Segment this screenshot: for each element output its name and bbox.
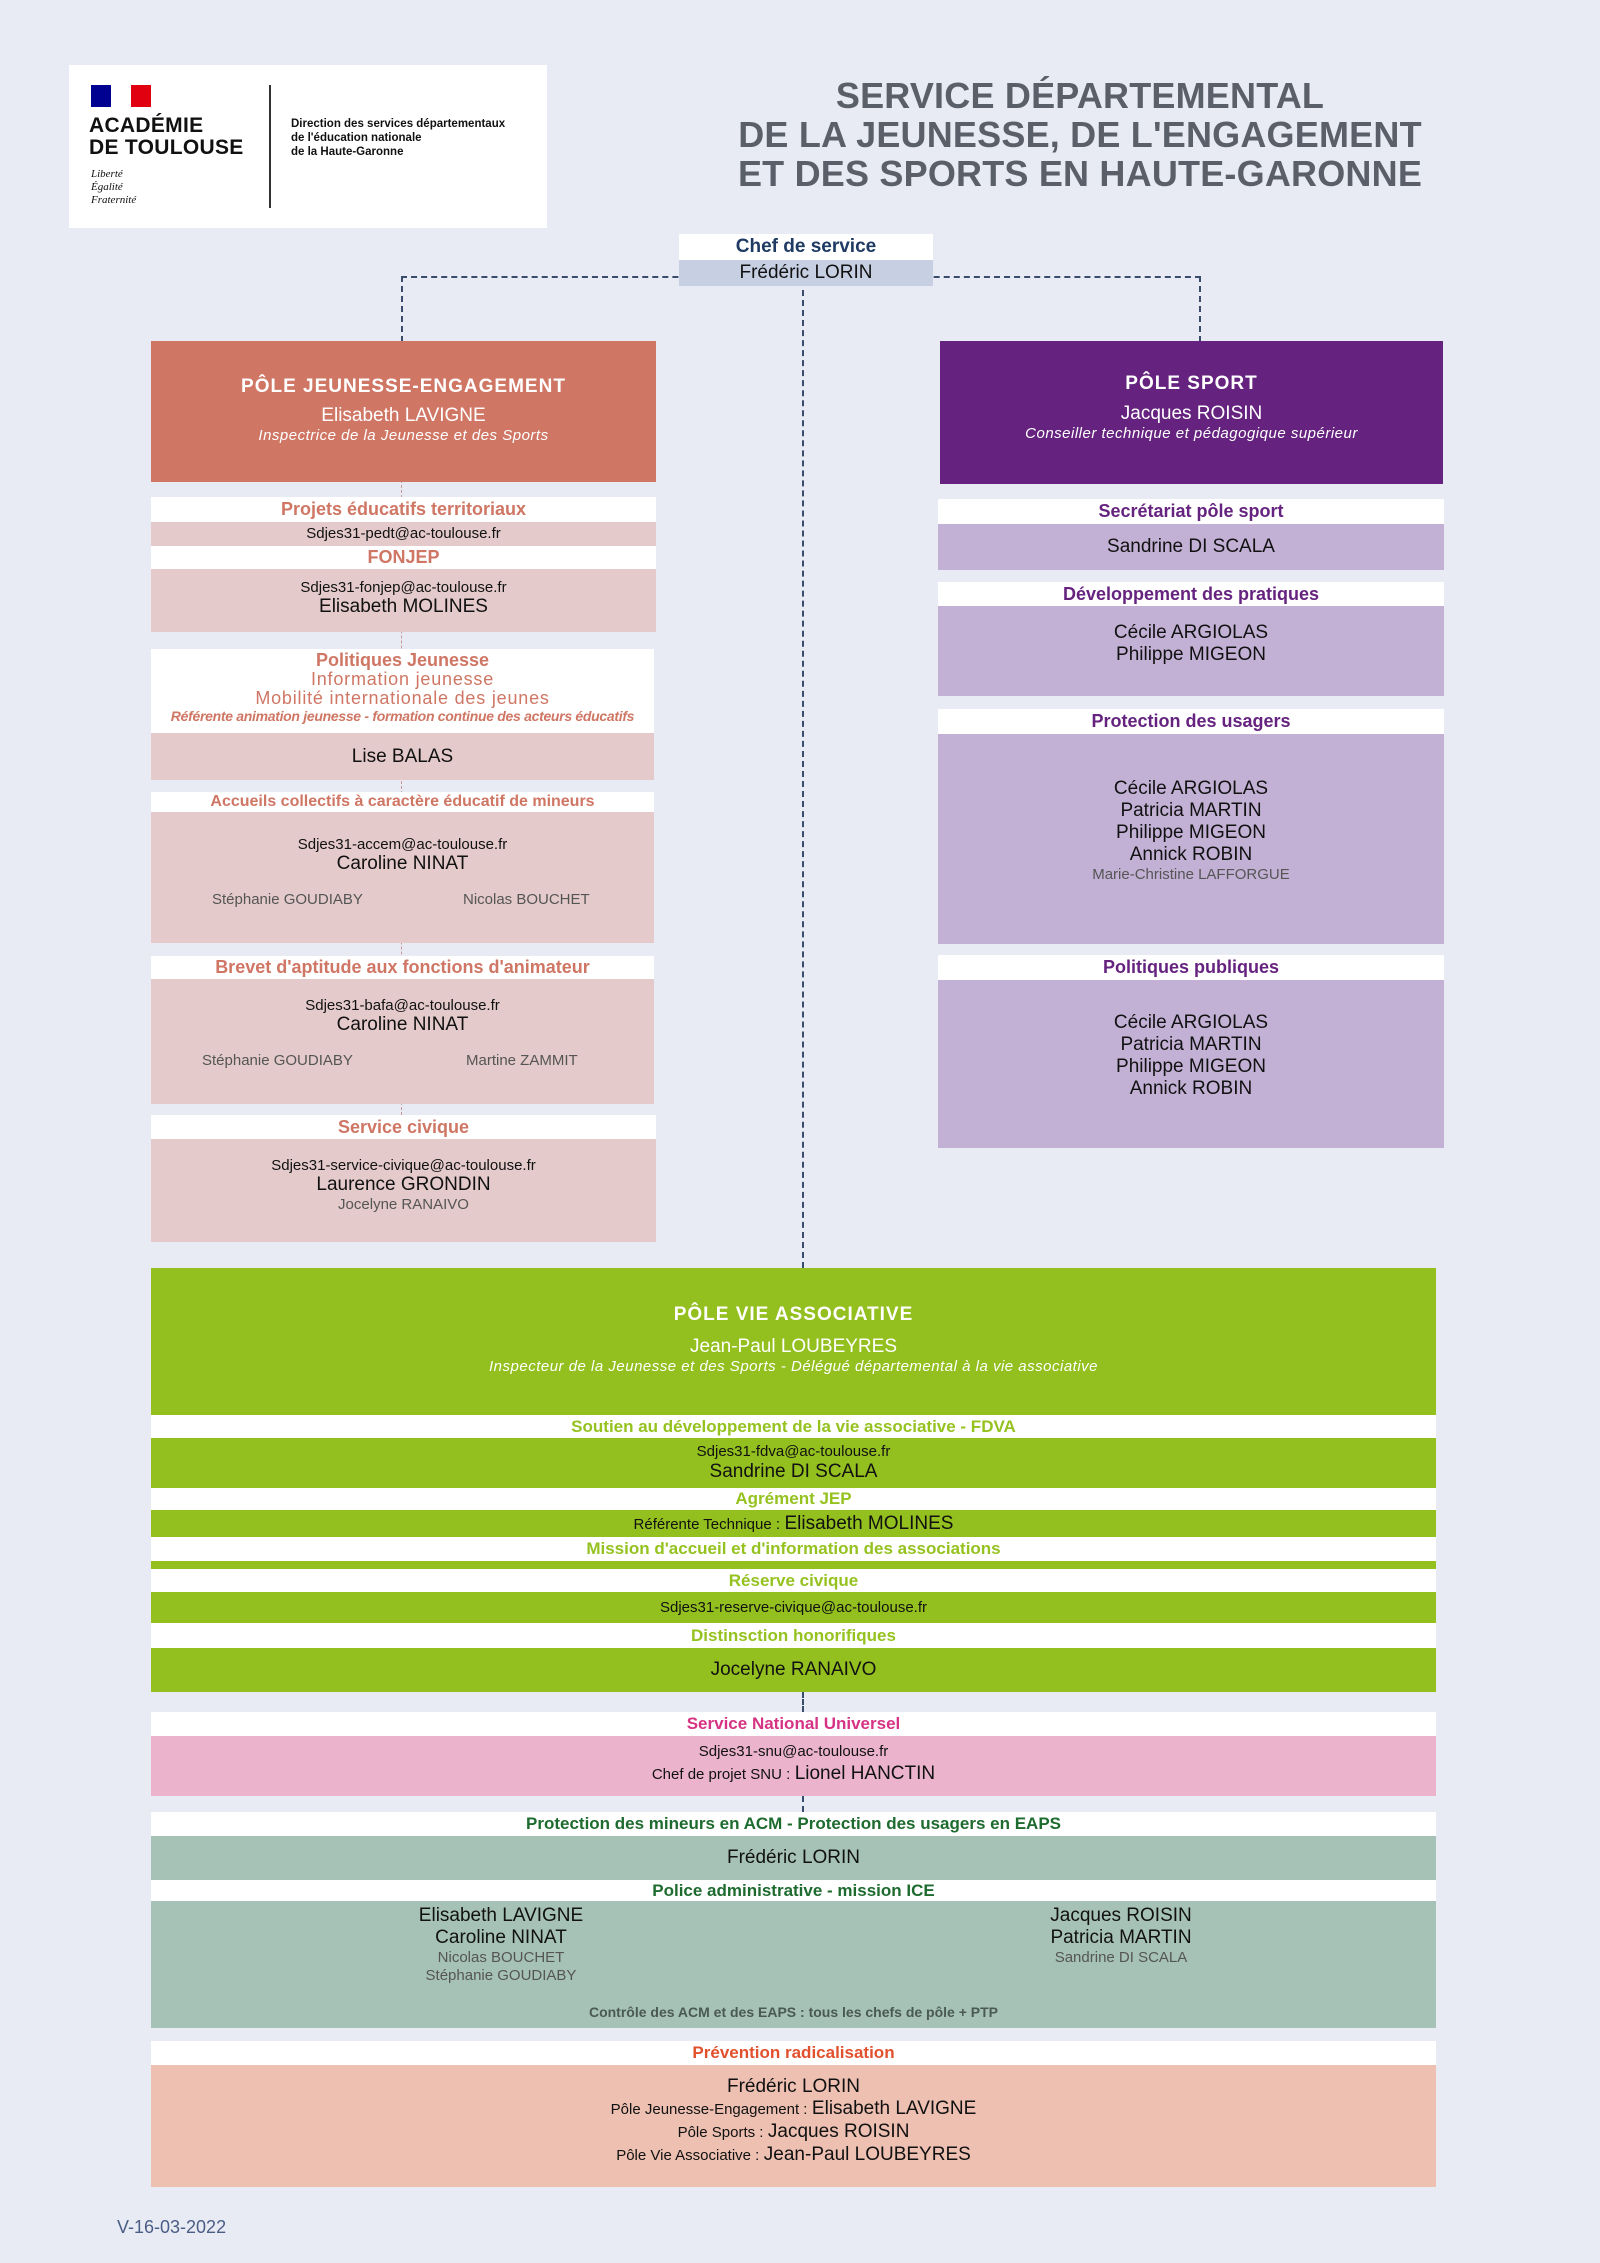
radicalisation-name-1: Elisabeth LAVIGNE xyxy=(811,2098,977,2119)
snu-prefix: Chef de projet SNU : xyxy=(651,1766,791,1783)
section-service-civique-body xyxy=(151,1139,656,1242)
section-jep-body xyxy=(151,1510,1436,1537)
police-right-name-1: Jacques ROISIN xyxy=(1050,1905,1192,1926)
section-mission-label: Mission d'accueil et d'information des associations xyxy=(151,1537,1436,1561)
police-right-sub: Sandrine DI SCALA xyxy=(1054,1949,1188,1966)
radicalisation-name: Frédéric LORIN xyxy=(726,2076,861,2097)
bafa-subs xyxy=(151,1052,654,1072)
section-service-civique-label: Service civique xyxy=(151,1115,656,1139)
bafa-sub2: Martine ZAMMIT xyxy=(466,1052,578,1069)
politiques-publiques-name-4: Annick ROBIN xyxy=(1129,1078,1253,1099)
section-pedt-label: Projets éducatifs territoriaux xyxy=(151,497,656,522)
section-developpement-label: Développement des pratiques xyxy=(938,582,1444,606)
pole-jeunesse-head: Elisabeth LAVIGNE xyxy=(321,405,486,426)
section-secretariat-label: Secrétariat pôle sport xyxy=(938,499,1444,524)
politiques-jeunesse-line3: Référente animation jeunesse - formation continue des acteurs éducatifs xyxy=(170,708,635,724)
protection-name-1: Cécile ARGIOLAS xyxy=(1113,778,1269,799)
police-left-sub-1: Nicolas BOUCHET xyxy=(437,1949,565,1966)
pedt-email[interactable]: Sdjes31-pedt@ac-toulouse.fr xyxy=(306,525,501,542)
section-protection-mineurs-body xyxy=(151,1836,1436,1880)
section-politiques-jeunesse-body xyxy=(151,733,654,780)
section-police-label: Police administrative - mission ICE xyxy=(151,1880,1436,1901)
connector-left-vertical xyxy=(401,276,403,342)
jep-name: Elisabeth MOLINES xyxy=(784,1513,954,1534)
academie-line1: ACADÉMIE xyxy=(89,114,204,137)
devise xyxy=(91,168,136,207)
logo-block xyxy=(69,65,547,228)
radicalisation-name-3: Jean-Paul LOUBEYRES xyxy=(763,2144,971,2165)
connector-center-vertical xyxy=(802,290,804,1268)
section-fdva-body xyxy=(151,1438,1436,1488)
direction-line3: de la Haute-Garonne xyxy=(291,146,404,158)
chef-de-service-box xyxy=(679,234,933,292)
section-pedt-body xyxy=(151,522,656,546)
academie-line2: DE TOULOUSE xyxy=(89,136,244,159)
fonjep-email[interactable]: Sdjes31-fonjep@ac-toulouse.fr xyxy=(300,579,507,596)
page-title xyxy=(700,76,1460,193)
fdva-name: Sandrine DI SCALA xyxy=(709,1461,878,1482)
protection-sub: Marie-Christine LAFFORGUE xyxy=(1092,866,1290,883)
marianne-flag-icon xyxy=(91,85,151,107)
section-politiques-jeunesse-label xyxy=(151,649,654,733)
section-jep-label: Agrément JEP xyxy=(151,1488,1436,1510)
accem-email[interactable]: Sdjes31-accem@ac-toulouse.fr xyxy=(297,836,508,853)
section-accem-body xyxy=(151,812,654,943)
section-fonjep-label: FONJEP xyxy=(151,546,656,569)
radicalisation-line-2 xyxy=(151,2121,1436,2144)
police-note: Contrôle des ACM et des EAPS : tous les chefs de pôle + PTP xyxy=(588,2004,999,2020)
section-bafa-label: Brevet d'aptitude aux fonctions d'animateur xyxy=(151,956,654,979)
pole-sport-head: Jacques ROISIN xyxy=(1120,403,1263,424)
politiques-jeunesse-title: Politiques Jeunesse xyxy=(315,650,490,670)
section-bafa-body xyxy=(151,979,654,1104)
police-right-name-2: Patricia MARTIN xyxy=(1050,1927,1192,1948)
section-snu-body xyxy=(151,1736,1436,1796)
section-reserve-body xyxy=(151,1592,1436,1623)
bafa-name: Caroline NINAT xyxy=(336,1014,469,1035)
title-line2: DE LA JEUNESSE, DE L'ENGAGEMENT xyxy=(738,114,1422,155)
politiques-jeunesse-name: Lise BALAS xyxy=(351,746,454,767)
pole-jeunesse-title: PÔLE JEUNESSE-ENGAGEMENT xyxy=(241,376,566,397)
connector-protection xyxy=(802,1796,804,1812)
title-line1: SERVICE DÉPARTEMENTAL xyxy=(835,75,1325,116)
pole-sport-title: PÔLE SPORT xyxy=(1125,373,1258,394)
fonjep-name: Elisabeth MOLINES xyxy=(319,596,488,617)
protection-name-3: Philippe MIGEON xyxy=(1116,822,1266,843)
bafa-sub1: Stéphanie GOUDIABY xyxy=(202,1052,353,1069)
section-protection-usagers-body xyxy=(938,734,1444,944)
secretariat-name: Sandrine DI SCALA xyxy=(1107,536,1275,557)
connector-right-vertical xyxy=(1199,276,1201,342)
protection-name-2: Patricia MARTIN xyxy=(1120,800,1262,821)
section-distinction-label: Distinsction honorifiques xyxy=(151,1623,1436,1648)
service-civique-sub: Jocelyne RANAIVO xyxy=(338,1196,469,1213)
section-radicalisation-body xyxy=(151,2065,1436,2187)
pole-sport-role: Conseiller technique et pédagogique supérieur xyxy=(1025,425,1358,442)
accem-sub1: Stéphanie GOUDIABY xyxy=(212,891,363,908)
direction-line2: de l'éducation nationale xyxy=(291,132,422,144)
snu-chef-line xyxy=(151,1762,1436,1787)
snu-email[interactable]: Sdjes31-snu@ac-toulouse.fr xyxy=(698,1743,889,1760)
direction-text xyxy=(291,117,541,159)
bafa-email[interactable]: Sdjes31-bafa@ac-toulouse.fr xyxy=(305,997,500,1014)
radicalisation-prefix-3: Pôle Vie Associative : xyxy=(616,2147,760,2164)
protection-name-4: Annick ROBIN xyxy=(1129,844,1253,865)
section-secretariat-body xyxy=(938,524,1444,570)
pole-vie-asso-header xyxy=(151,1268,1436,1415)
pole-jeunesse-role: Inspectrice de la Jeunesse et des Sports xyxy=(258,427,549,444)
service-civique-email[interactable]: Sdjes31-service-civique@ac-toulouse.fr xyxy=(271,1157,536,1174)
distinction-name: Jocelyne RANAIVO xyxy=(710,1659,877,1680)
police-left-name-1: Elisabeth LAVIGNE xyxy=(418,1905,584,1926)
police-right-group xyxy=(971,1905,1271,1967)
developpement-name-1: Cécile ARGIOLAS xyxy=(1113,622,1269,643)
politiques-publiques-name-1: Cécile ARGIOLAS xyxy=(1113,1012,1269,1033)
protection-mineurs-name: Frédéric LORIN xyxy=(726,1847,861,1868)
pole-sport-header xyxy=(940,341,1443,484)
academie-name xyxy=(89,115,244,159)
section-protection-mineurs-label: Protection des mineurs en ACM - Protection des usagers en EAPS xyxy=(151,1812,1436,1836)
radicalisation-prefix-2: Pôle Sports : xyxy=(677,2124,764,2141)
section-protection-usagers-label: Protection des usagers xyxy=(938,709,1444,734)
devise-egalite: Égalité xyxy=(91,181,123,193)
police-left-group xyxy=(351,1905,651,1985)
accem-subs xyxy=(151,891,654,911)
section-mission-body xyxy=(151,1561,1436,1569)
pole-vie-asso-role: Inspecteur de la Jeunesse et des Sports - Délégué départemental à la vie associative xyxy=(489,1358,1098,1375)
radicalisation-name-2: Jacques ROISIN xyxy=(767,2121,910,2142)
section-politiques-publiques-body xyxy=(938,980,1444,1148)
section-radicalisation-label: Prévention radicalisation xyxy=(151,2041,1436,2065)
radicalisation-prefix-1: Pôle Jeunesse-Engagement : xyxy=(610,2101,808,2118)
section-fonjep-body xyxy=(151,569,656,632)
pole-jeunesse-header xyxy=(151,341,656,482)
radicalisation-line-1 xyxy=(151,2098,1436,2121)
accem-sub2: Nicolas BOUCHET xyxy=(463,891,590,908)
section-snu-label: Service National Universel xyxy=(151,1712,1436,1736)
connector-snu xyxy=(802,1692,804,1712)
police-left-name-2: Caroline NINAT xyxy=(435,1927,567,1948)
politiques-jeunesse-line2: Mobilité internationale des jeunes xyxy=(255,688,550,708)
devise-fraternite: Fraternité xyxy=(91,194,137,206)
service-civique-name: Laurence GRONDIN xyxy=(316,1174,491,1195)
section-police-body xyxy=(151,1901,1436,2028)
title-line3: ET DES SPORTS EN HAUTE-GARONNE xyxy=(737,153,1423,194)
version-label: V-16-03-2022 xyxy=(117,2217,227,2237)
pole-vie-asso-title: PÔLE VIE ASSOCIATIVE xyxy=(673,1304,914,1325)
chef-label: Chef de service xyxy=(679,234,933,260)
jep-prefix: Référente Technique : xyxy=(633,1516,781,1533)
section-distinction-body xyxy=(151,1648,1436,1692)
radicalisation-line-3 xyxy=(151,2144,1436,2167)
section-developpement-body xyxy=(938,606,1444,696)
section-reserve-label: Réserve civique xyxy=(151,1569,1436,1592)
devise-liberte: Liberté xyxy=(91,168,123,180)
section-accem-label: Accueils collectifs à caractère éducatif de mineurs xyxy=(151,792,654,812)
reserve-email[interactable]: Sdjes31-reserve-civique@ac-toulouse.fr xyxy=(659,1599,927,1616)
logo-divider xyxy=(269,85,271,208)
politiques-jeunesse-line1: Information jeunesse xyxy=(310,669,495,689)
snu-name: Lionel HANCTIN xyxy=(794,1763,936,1784)
direction-line1: Direction des services départementaux xyxy=(291,118,506,130)
police-left-sub-2: Stéphanie GOUDIABY xyxy=(425,1967,577,1984)
chef-name: Frédéric LORIN xyxy=(679,260,933,286)
section-politiques-publiques-label: Politiques publiques xyxy=(938,955,1444,980)
politiques-publiques-name-2: Patricia MARTIN xyxy=(1120,1034,1262,1055)
accem-name: Caroline NINAT xyxy=(336,853,469,874)
section-fdva-label: Soutien au développement de la vie associative - FDVA xyxy=(151,1415,1436,1438)
politiques-publiques-name-3: Philippe MIGEON xyxy=(1116,1056,1266,1077)
developpement-name-2: Philippe MIGEON xyxy=(1116,644,1266,665)
fdva-email[interactable]: Sdjes31-fdva@ac-toulouse.fr xyxy=(696,1443,891,1460)
pole-vie-asso-head: Jean-Paul LOUBEYRES xyxy=(690,1336,897,1357)
